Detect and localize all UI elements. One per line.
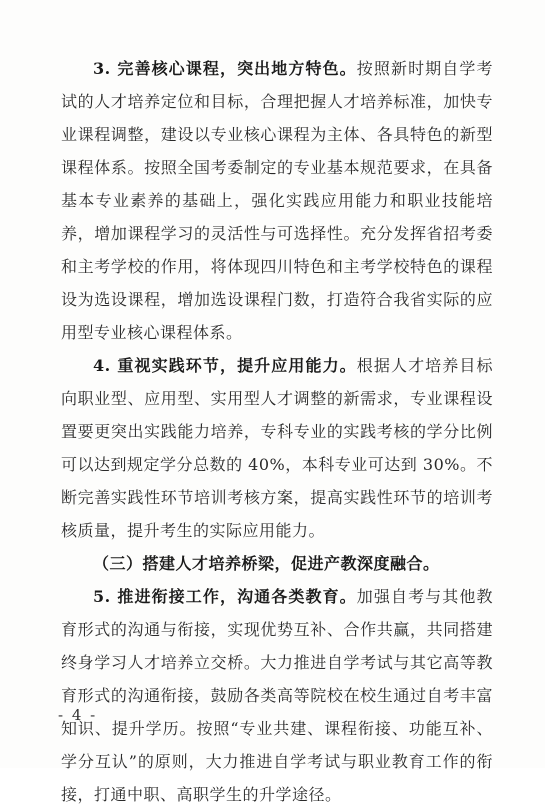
- paragraph-3-lead: 3. 完善核心课程，突出地方特色。: [93, 59, 357, 78]
- section-heading-3: （三）搭建人才培养桥梁，促进产教深度融合。: [93, 554, 440, 573]
- paragraph-4-text: 根据人才培养目标向职业型、应用型、实用型人才调整的新需求，专业课程设置要更突出实践能力培养，专科专业的实践考核的学分比例可以达到规定学分总数的 40%，本科专业可达到 30%。不断完善实践性环节培训考核方案，提高实践性环节的培训考核质量，提升考生的实际应用能力。: [61, 356, 493, 540]
- paragraph-4: [61, 349, 493, 547]
- paragraph-3-text: 按照新时期自学考试的人才培养定位和目标，合理把握人才培养标准，加快专业课程调整，建设以专业核心课程为主体、各具特色的新型课程体系。按照全国考委制定的专业基本规范要求，在具备基本专业素养的基础上，强化实践应用能力和职业技能培养，增加课程学习的灵活性与可选择性。充分发挥省招考委和主考学校的作用，将体现四川特色和主考学校特色的课程设为选设课程，增加选设课程门数，打造符合我省实际的应用型专业核心课程体系。: [61, 59, 493, 342]
- paragraph-5: [61, 580, 493, 811]
- document-body: [61, 52, 493, 811]
- paragraph-5-text: 加强自考与其他教育形式的沟通与衔接，实现优势互补、合作共赢，共同搭建终身学习人才培养立交桥。大力推进自学考试与其它高等教育形式的沟通衔接，鼓励各类高等院校在校生通过自考丰富知识、提升学历。按照“专业共建、课程衔接、功能互补、学分互认”的原则，大力推进自学考试与职业教育工作的衔接，打通中职、高职学生的升学途径。: [61, 587, 493, 804]
- page-number: - 4 -: [58, 706, 98, 724]
- paragraph-5-lead: 5. 推进衔接工作，沟通各类教育。: [93, 587, 357, 606]
- paragraph-3: [61, 52, 493, 349]
- paragraph-4-lead: 4. 重视实践环节，提升应用能力。: [93, 356, 357, 375]
